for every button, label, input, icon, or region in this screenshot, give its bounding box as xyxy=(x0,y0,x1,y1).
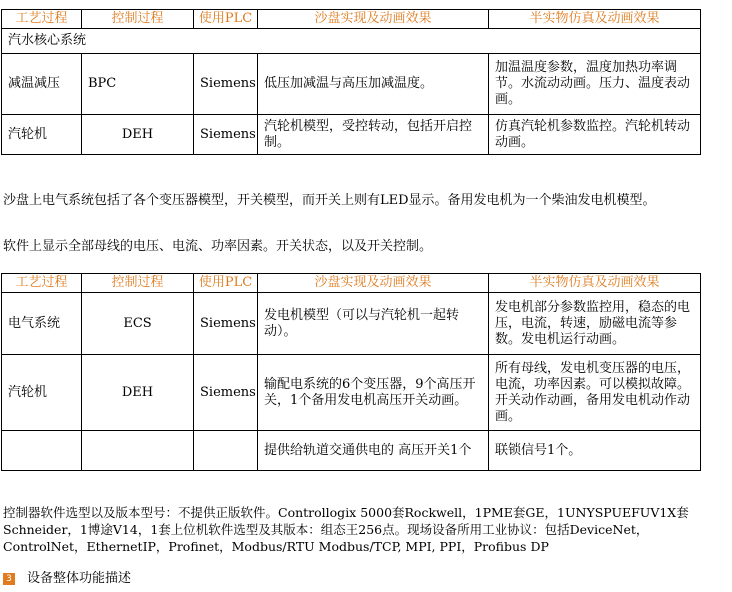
header-sandbox: 沙盘实现及动画效果 xyxy=(258,274,489,293)
table-row xyxy=(2,431,701,471)
cell-sandbox: 提供给轨道交通供电的 高压开关1个 xyxy=(258,431,489,471)
cell-simulation: 所有母线，发电机变压器的电压，电流，功率因素。可以模拟故障。开关动作动画，备用发电机动作动画。 xyxy=(489,355,701,431)
header-control: 控制过程 xyxy=(82,10,194,29)
cell-control: ECS xyxy=(82,293,194,355)
cell-simulation: 加温温度参数，温度加热功率调节。水流动动画。压力、温度表动画。 xyxy=(489,54,701,115)
cell-process: 汽轮机 xyxy=(2,355,82,431)
header-plc: 使用PLC xyxy=(194,274,258,293)
cell-simulation: 发电机部分参数监控用，稳态的电压，电流，转速，励磁电流等参数。发电机运行动画。 xyxy=(489,293,701,355)
cell-sandbox: 汽轮机模型，受控转动，包括开启控制。 xyxy=(258,115,489,155)
cell-process xyxy=(2,431,82,471)
cell-plc: Siemens xyxy=(194,115,258,155)
header-process: 工艺过程 xyxy=(2,274,82,293)
process-table-2 xyxy=(1,273,701,471)
table-row xyxy=(2,115,701,155)
cell-process: 减温减压 xyxy=(2,54,82,115)
table-row xyxy=(2,54,701,115)
cell-control xyxy=(82,431,194,471)
header-control: 控制过程 xyxy=(82,274,194,293)
section-heading-title: 设备整体功能描述 xyxy=(27,571,132,586)
section-number-badge: 3 xyxy=(3,573,15,585)
section-heading xyxy=(3,570,131,588)
table-row xyxy=(2,355,701,431)
cell-sandbox: 发电机模型（可以与汽轮机一起转动）。 xyxy=(258,293,489,355)
cell-sandbox: 输配电系统的6个变压器，9个高压开关，1个备用发电机高压开关动画。 xyxy=(258,355,489,431)
header-plc: 使用PLC xyxy=(194,10,258,29)
cell-plc: Siemens xyxy=(194,293,258,355)
table-row xyxy=(2,293,701,355)
section-row xyxy=(2,29,701,54)
cell-simulation: 仿真汽轮机参数监控。汽轮机转动动画。 xyxy=(489,115,701,155)
header-process: 工艺过程 xyxy=(2,10,82,29)
header-simulation: 半实物仿真及动画效果 xyxy=(489,10,701,29)
section-title: 汽水核心系统 xyxy=(2,29,701,54)
cell-process: 电气系统 xyxy=(2,293,82,355)
header-sandbox: 沙盘实现及动画效果 xyxy=(258,10,489,29)
process-table-1 xyxy=(1,9,701,155)
header-simulation: 半实物仿真及动画效果 xyxy=(489,274,701,293)
cell-simulation: 联锁信号1个。 xyxy=(489,431,701,471)
cell-process: 汽轮机 xyxy=(2,115,82,155)
cell-plc: Siemens xyxy=(194,54,258,115)
cell-plc xyxy=(194,431,258,471)
table-header-row xyxy=(2,10,701,29)
cell-control: DEH xyxy=(82,355,194,431)
paragraph-software-display: 软件上显示全部母线的电压、电流、功率因素。开关状态，以及开关控制。 xyxy=(3,239,433,254)
table-header-row xyxy=(2,274,701,293)
paragraph-software-selection: 控制器软件选型以及版本型号：不提供正版软件。Controllogix 5000套Rockwell，1PME套GE，1UNYSPUEFUV1X套Schneider，1博途V14，1套上位机软件选型及其版本：组态王256点。现场设备所用工业协议：包括DeviceNet，ControlNet，EthernetIP，Profinet，Modbus/RTU Modbus/TCP, MPI, PPI，Profibus DP xyxy=(3,505,689,554)
paragraph-electrical-sandbox: 沙盘上电气系统包括了各个变压器模型，开关模型，而开关上则有LED显示。备用发电机为一个柴油发电机模型。 xyxy=(3,193,656,208)
cell-plc: Siemens xyxy=(194,355,258,431)
cell-control: BPC xyxy=(82,54,194,115)
cell-control: DEH xyxy=(82,115,194,155)
cell-sandbox: 低压加减温与高压加减温度。 xyxy=(258,54,489,115)
